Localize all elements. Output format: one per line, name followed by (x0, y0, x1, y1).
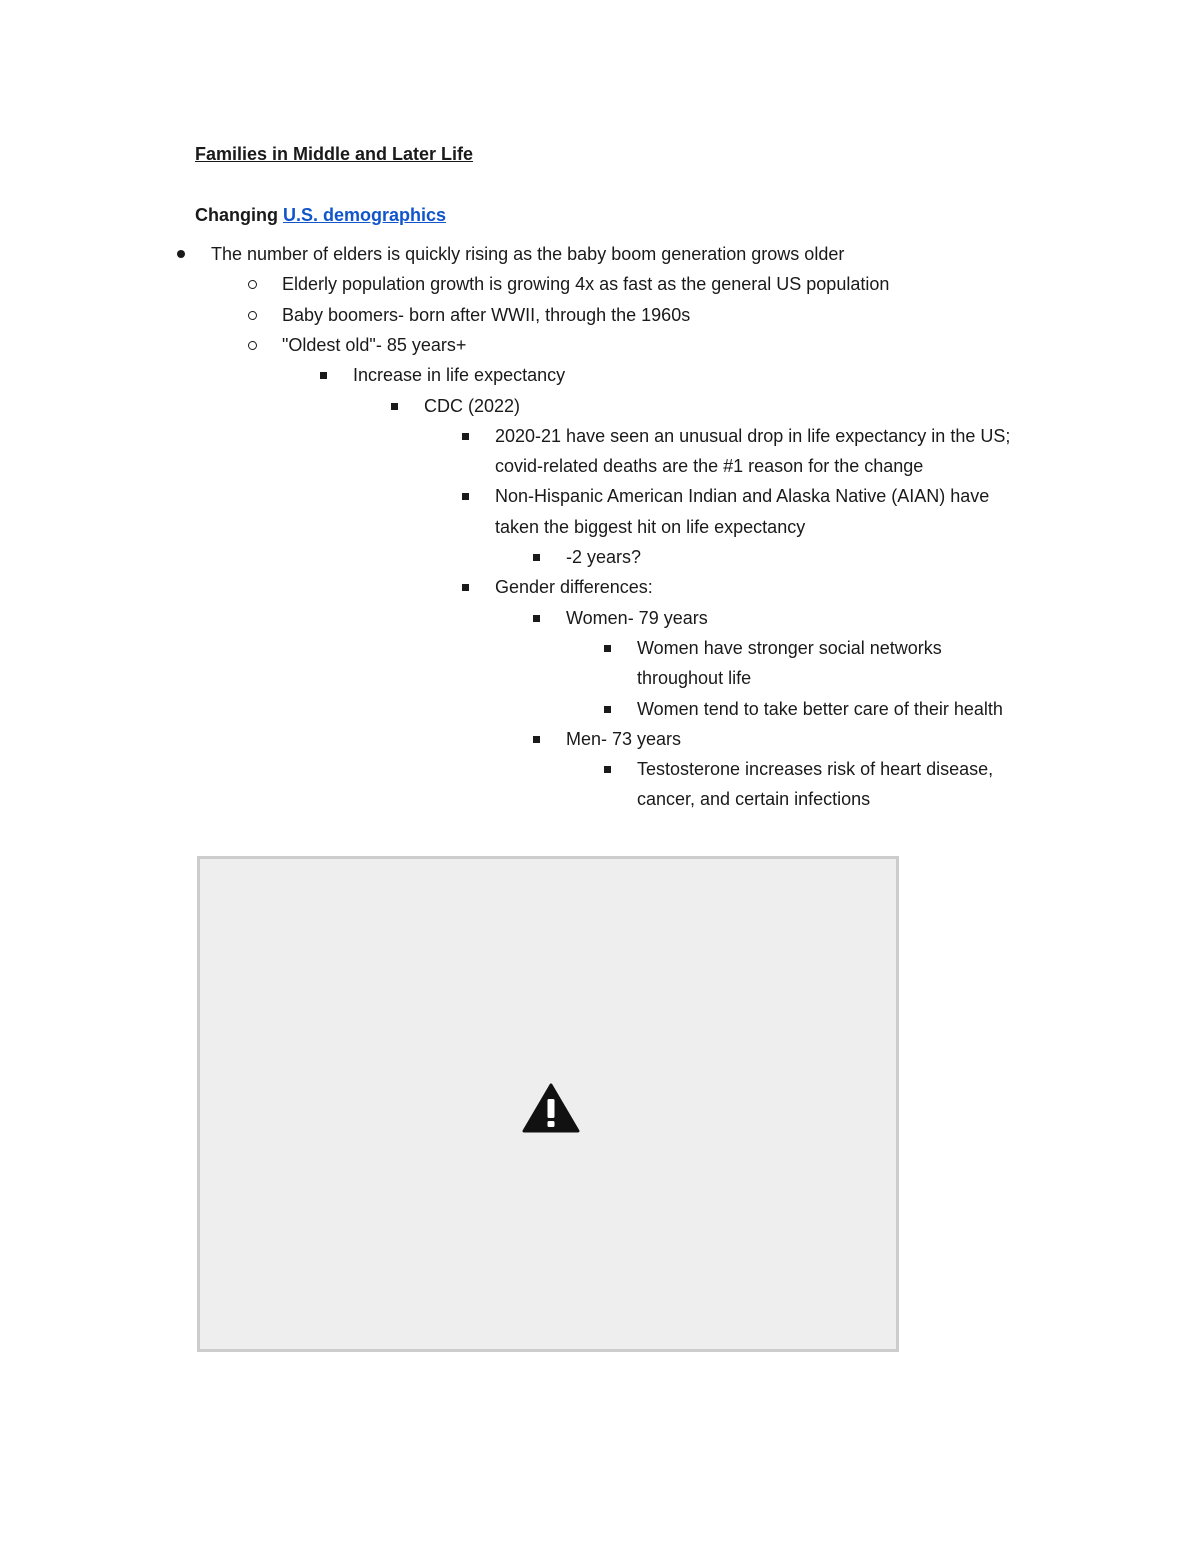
list-item-text: Non-Hispanic American Indian and Alaska Native (AIAN) have (495, 486, 990, 507)
list-item-text: taken the biggest hit on life expectancy (495, 516, 806, 537)
list-item-text: Men- 73 years (566, 728, 682, 749)
list-item-text: throughout life (637, 668, 752, 689)
list-item-text: covid-related deaths are the #1 reason for the change (495, 456, 924, 477)
list-item-text: The number of elders is quickly rising as the baby boom generation grows older (211, 244, 845, 264)
list-item-text: Testosterone increases risk of heart disease, (637, 759, 994, 780)
list-item-text: -2 years? (566, 547, 642, 567)
section-heading (195, 205, 446, 226)
demographics-link[interactable]: U.S. demographics (283, 205, 447, 225)
list-item-text: 2020-21 have seen an unusual drop in life expectancy in the US; (495, 425, 1011, 446)
list-item-text: Women have stronger social networks (637, 637, 942, 658)
section-heading-prefix: Changing (195, 205, 278, 225)
list-item-text: Baby boomers- born after WWII, through the 1960s (282, 304, 691, 325)
list-item-text: cancer, and certain infections (637, 789, 871, 810)
document-title: Families in Middle and Later Life (195, 144, 474, 164)
list-item-text: CDC (2022) (424, 395, 521, 416)
warning-icon (522, 1083, 580, 1133)
list-item-text: Increase in life expectancy (353, 365, 566, 386)
list-item-text: Elderly population growth is growing 4x as fast as the general US population (282, 274, 890, 295)
list-item-text: Gender differences: (495, 577, 653, 598)
list-item-text: "Oldest old"- 85 years+ (282, 334, 467, 355)
list-item-text: Women tend to take better care of their health (637, 698, 1003, 719)
list-item-text: Women- 79 years (566, 607, 708, 628)
